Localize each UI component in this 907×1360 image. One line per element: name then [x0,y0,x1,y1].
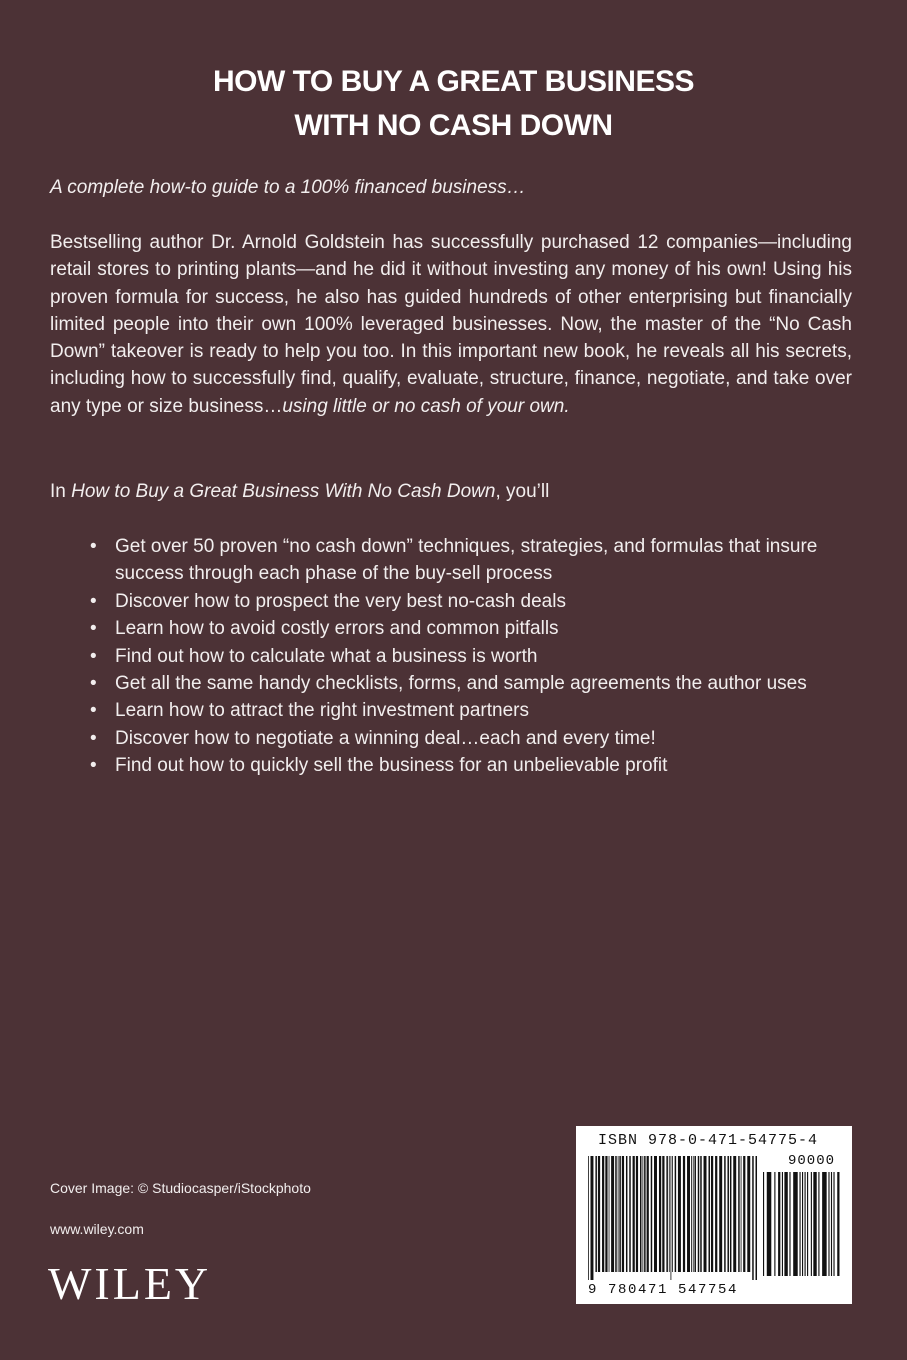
book-title-line-1: HOW TO BUY A GREAT BUSINESS [213,65,694,98]
barcode-bar [666,1156,667,1272]
list-item-text: Find out how to quickly sell the business for an unbelievable profit [115,755,668,777]
barcode-bar [618,1156,619,1272]
barcode-bar [644,1156,645,1272]
barcode-bar [811,1172,812,1276]
barcode-bar [730,1156,731,1272]
list-item-text: Get over 50 proven “no cash down” techniques, strategies, and formulas that insure success through each phase of the buy-sell process [115,536,818,585]
barcode-bar [675,1156,676,1272]
list-item-text: Discover how to negotiate a winning deal…each and every time! [115,727,656,749]
intro-book-title: How to Buy a Great Business With No Cash Down [71,481,496,502]
cover-image-credit: Cover Image: © Studiocasper/iStockphoto [50,1180,311,1196]
barcode-bar [605,1156,607,1272]
barcode-bar [698,1156,699,1272]
intro-suffix: , you’ll [495,481,550,502]
list-item [90,533,852,588]
barcode-bar [619,1156,620,1272]
barcode-bar [642,1156,643,1272]
bullet-icon: • [90,618,97,640]
barcode-bar [609,1156,610,1272]
bullet-icon: • [90,673,97,695]
bullets-intro [50,478,852,505]
barcode-bar [833,1172,834,1276]
list-item [90,752,852,779]
barcode-bar [818,1172,819,1276]
barcode-bar [651,1156,652,1272]
barcode-bar [831,1172,832,1276]
barcode-bar [704,1156,707,1272]
list-item [90,670,852,697]
list-item [90,725,852,752]
isbn-barcode [576,1126,852,1304]
list-item [90,588,852,615]
description-emphasis: using little or no cash of your own. [282,395,570,417]
barcode-bar [659,1156,661,1272]
barcode-bar [724,1156,725,1272]
barcode-bar [719,1156,722,1272]
barcode-bar [629,1156,630,1272]
barcode-bar [747,1156,750,1272]
price-code: 90000 [788,1153,836,1169]
barcode-bar [805,1172,806,1276]
publisher-website: www.wiley.com [50,1221,144,1237]
barcode-bar [784,1172,787,1276]
barcode-bar [588,1156,589,1280]
barcode-bar [693,1156,694,1272]
barcode-bar [640,1156,641,1272]
barcode-bar [715,1156,717,1272]
barcode-bar [802,1172,803,1276]
bullet-icon: • [90,536,97,557]
description-main: Bestselling author Dr. Arnold Goldstein has successfully purchased 12 companies—including retail stores to printing plants—and he did it without investing any money of his own! Using his proven formula for success, he also has guided hundreds of other enterprising but financially limited people into their own 100% leveraged businesses. Now, the master of the “No Cash Down” takeover is ready to help you too. In this important new book, he reveals all his secrets, including how to successfully find, qualify, evaluate, structure, finance, negotiate, and take over any type or size business… [50,232,852,417]
barcode-bar [828,1172,829,1276]
list-item-text: Discover how to prospect the very best no-cash deals [115,590,566,612]
barcode-bar [756,1156,757,1280]
book-title-line-2: WITH NO CASH DOWN [294,109,613,142]
bullet-icon: • [90,590,97,612]
list-item [90,615,852,642]
bullet-icon: • [90,727,97,749]
barcode-bar [711,1156,713,1272]
barcode-bar [799,1172,800,1276]
barcode-bar [636,1156,638,1272]
list-item [90,643,852,670]
barcode-bar [778,1172,780,1276]
barcode-bar [727,1156,728,1272]
barcode-bar [807,1172,808,1276]
barcode-bar [822,1172,827,1276]
bullet-icon: • [90,645,97,667]
barcode-bar [743,1156,745,1272]
barcode-bar [595,1156,596,1272]
barcode-bar [615,1156,616,1272]
barcode-bar [590,1156,593,1280]
barcode-bar [767,1172,772,1276]
benefits-list [90,533,852,780]
barcode-addon-bars [763,1172,841,1284]
publisher-logo: WILEY [48,1258,212,1309]
list-item-text: Learn how to attract the right investment partners [115,700,529,722]
barcode-bar [738,1156,739,1272]
barcode-bar [598,1156,600,1272]
barcode-bar [789,1172,790,1276]
barcode-bar [733,1156,736,1272]
barcode-bar [662,1156,664,1272]
list-item-text: Find out how to calculate what a business is worth [115,645,538,667]
barcode-bar [694,1156,695,1272]
tagline: A complete how-to guide to a 100% financed business… [50,177,526,198]
barcode-bar [708,1156,709,1272]
barcode-bar [622,1156,624,1272]
barcode-bar [752,1156,753,1280]
barcode-bar [626,1156,627,1272]
list-item-text: Learn how to avoid costly errors and common pitfalls [115,618,559,640]
barcode-bar [741,1156,742,1272]
barcode-bar [813,1172,816,1276]
barcode-main-bars [588,1156,758,1280]
barcode-bar [683,1156,685,1272]
barcode-bar [611,1156,614,1272]
barcode-bar [654,1156,657,1272]
barcode-bar [671,1156,672,1280]
barcode-bar [672,1156,673,1272]
intro-prefix: In [50,481,72,502]
list-item-text: Get all the same handy checklists, forms, and sample agreements the author uses [115,673,807,695]
barcode-bar [691,1156,692,1272]
barcode-bar [669,1156,670,1272]
barcode-bar [602,1156,604,1272]
barcode-digits: 9 780471 547754 [588,1282,739,1298]
barcode-bar [837,1172,839,1276]
barcode-bar [763,1172,764,1276]
barcode-bar [687,1156,690,1272]
barcode-bar [793,1172,798,1276]
book-title [0,60,907,148]
bullet-icon: • [90,755,97,777]
barcode-bar [647,1156,649,1272]
barcode-bar [782,1172,783,1276]
isbn-label: ISBN 978-0-471-54775-4 [598,1132,819,1149]
list-item [90,697,852,724]
barcode-bar [633,1156,635,1272]
barcode-bar [774,1172,775,1276]
bullet-icon: • [90,700,97,722]
barcode-bar [700,1156,701,1272]
barcode-bar [678,1156,681,1272]
description-paragraph [50,229,852,420]
